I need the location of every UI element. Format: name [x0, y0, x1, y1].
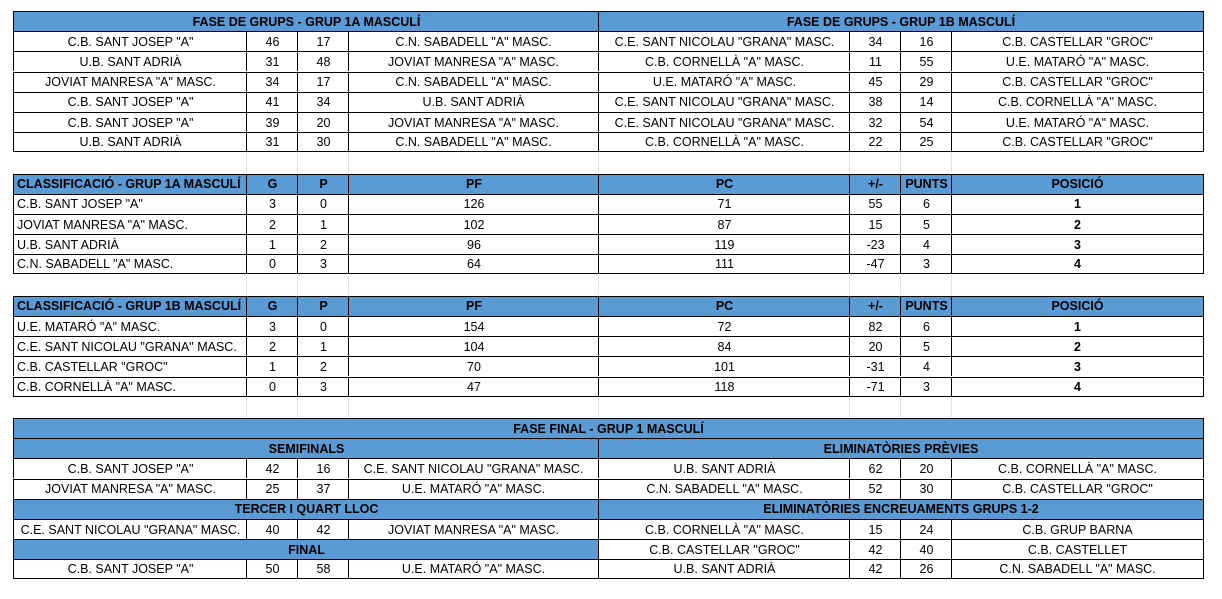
away-team: C.B. CASTELLAR "GROC" — [951, 479, 1204, 499]
league-points: 4 — [900, 356, 952, 376]
points-against: 87 — [598, 214, 850, 234]
col-pc-header: PC — [598, 174, 850, 194]
col-pc-header: PC — [598, 296, 850, 316]
team-name: C.N. SABADELL "A" MASC. — [13, 254, 247, 274]
standings-1a-title: CLASSIFICACIÓ - GRUP 1A MASCULÍ — [13, 174, 247, 194]
away-team: C.B. CASTELLAR "GROC" — [951, 31, 1204, 51]
final-subheader-row — [13, 539, 1203, 559]
grid-line — [246, 152, 247, 172]
grid-line — [348, 397, 349, 417]
away-score: 55 — [900, 51, 952, 71]
points-against: 111 — [598, 254, 850, 274]
home-score: 34 — [849, 31, 901, 51]
home-team: C.E. SANT NICOLAU "GRANA" MASC. — [598, 92, 850, 112]
position: 2 — [951, 336, 1204, 356]
home-team: C.B. SANT JOSEP "A" — [13, 559, 247, 579]
home-score: 52 — [849, 479, 901, 499]
col-position-header: POSICIÓ — [951, 174, 1204, 194]
final-subheader-row — [13, 438, 1203, 458]
semifinals-title: SEMIFINALS — [13, 438, 599, 458]
position: 3 — [951, 234, 1204, 254]
final-stage-header-row — [13, 418, 1203, 438]
league-points: 5 — [900, 214, 952, 234]
final-match-row — [13, 519, 1203, 539]
away-team: U.E. MATARÓ "A" MASC. — [348, 479, 599, 499]
group-stage-header-row — [13, 11, 1203, 31]
standings-row — [13, 194, 1203, 214]
wins: 2 — [246, 336, 298, 356]
league-points: 4 — [900, 234, 952, 254]
league-points: 6 — [900, 316, 952, 336]
home-score: 45 — [849, 72, 901, 92]
point-difference: -71 — [849, 377, 901, 397]
col-p-header: P — [297, 296, 349, 316]
home-team: C.E. SANT NICOLAU "GRANA" MASC. — [598, 31, 850, 51]
points-for: 104 — [348, 336, 599, 356]
home-score: 25 — [246, 479, 298, 499]
away-score: 37 — [297, 479, 349, 499]
match-row — [13, 92, 1203, 112]
match-row — [13, 51, 1203, 71]
col-points-header: PUNTS — [900, 296, 952, 316]
wins: 0 — [246, 254, 298, 274]
home-score: 11 — [849, 51, 901, 71]
grid-line — [951, 275, 952, 295]
home-score: 22 — [849, 132, 901, 152]
home-score: 39 — [246, 112, 298, 132]
home-team: U.B. SANT ADRIÀ — [598, 559, 850, 579]
team-name: JOVIAT MANRESA "A" MASC. — [13, 214, 247, 234]
wins: 3 — [246, 194, 298, 214]
grid-line — [297, 275, 298, 295]
home-score: 42 — [849, 559, 901, 579]
grid-line — [348, 152, 349, 172]
away-score: 29 — [900, 72, 952, 92]
away-score: 16 — [900, 31, 952, 51]
wins: 0 — [246, 377, 298, 397]
losses: 3 — [297, 377, 349, 397]
home-team: U.E. MATARÓ "A" MASC. — [598, 72, 850, 92]
away-team: C.B. CASTELLET — [951, 539, 1204, 559]
away-team: U.E. MATARÓ "A" MASC. — [348, 559, 599, 579]
away-team: C.B. CASTELLAR "GROC" — [951, 132, 1204, 152]
away-team: U.E. MATARÓ "A" MASC. — [951, 112, 1204, 132]
standings-row — [13, 316, 1203, 336]
col-p-header: P — [297, 174, 349, 194]
final-stage-title: FASE FINAL - GRUP 1 MASCULÍ — [13, 418, 1204, 438]
losses: 0 — [297, 194, 349, 214]
match-row — [13, 31, 1203, 51]
wins: 1 — [246, 356, 298, 376]
home-score: 31 — [246, 132, 298, 152]
position: 4 — [951, 377, 1204, 397]
home-team: C.B. CORNELLÀ "A" MASC. — [598, 519, 850, 539]
standings-row — [13, 336, 1203, 356]
grid-line — [900, 152, 901, 172]
col-points-header: PUNTS — [900, 174, 952, 194]
away-team: C.B. GRUP BARNA — [951, 519, 1204, 539]
third-place-title: TERCER I QUART LLOC — [13, 499, 599, 519]
league-points: 5 — [900, 336, 952, 356]
point-difference: 82 — [849, 316, 901, 336]
col-g-header: G — [246, 296, 298, 316]
league-points: 3 — [900, 254, 952, 274]
grid-line — [951, 152, 952, 172]
away-score: 17 — [297, 31, 349, 51]
final-subheader-row — [13, 499, 1203, 519]
points-against: 72 — [598, 316, 850, 336]
team-name: C.E. SANT NICOLAU "GRANA" MASC. — [13, 336, 247, 356]
wins: 1 — [246, 234, 298, 254]
grid-line — [849, 397, 850, 417]
home-score: 42 — [849, 539, 901, 559]
home-team: C.B. CORNELLÀ "A" MASC. — [598, 132, 850, 152]
away-score: 30 — [297, 132, 349, 152]
preliminary-title: ELIMINATÒRIES PRÈVIES — [598, 438, 1204, 458]
home-score: 42 — [246, 458, 298, 478]
away-score: 14 — [900, 92, 952, 112]
away-score: 42 — [297, 519, 349, 539]
position: 2 — [951, 214, 1204, 234]
team-name: U.B. SANT ADRIÀ — [13, 234, 247, 254]
home-team: JOVIAT MANRESA "A" MASC. — [13, 479, 247, 499]
team-name: U.E. MATARÓ "A" MASC. — [13, 316, 247, 336]
grid-line — [297, 397, 298, 417]
away-team: JOVIAT MANRESA "A" MASC. — [348, 112, 599, 132]
group-1b-title: FASE DE GRUPS - GRUP 1B MASCULÍ — [598, 11, 1204, 31]
home-team: C.B. CORNELLÀ "A" MASC. — [598, 51, 850, 71]
away-score: 25 — [900, 132, 952, 152]
away-score: 34 — [297, 92, 349, 112]
grid-line — [297, 152, 298, 172]
col-diff-header: +/- — [849, 296, 901, 316]
grid-line — [598, 397, 599, 417]
home-team: C.B. SANT JOSEP "A" — [13, 458, 247, 478]
away-team: JOVIAT MANRESA "A" MASC. — [348, 51, 599, 71]
match-row — [13, 112, 1203, 132]
league-points: 6 — [900, 194, 952, 214]
away-score: 20 — [297, 112, 349, 132]
home-score: 38 — [849, 92, 901, 112]
points-for: 64 — [348, 254, 599, 274]
wins: 2 — [246, 214, 298, 234]
point-difference: 55 — [849, 194, 901, 214]
away-score: 26 — [900, 559, 952, 579]
home-team: C.B. SANT JOSEP "A" — [13, 31, 247, 51]
home-team: JOVIAT MANRESA "A" MASC. — [13, 72, 247, 92]
team-name: C.B. CASTELLAR "GROC" — [13, 356, 247, 376]
losses: 1 — [297, 336, 349, 356]
losses: 1 — [297, 214, 349, 234]
position: 4 — [951, 254, 1204, 274]
away-team: C.B. CORNELLÀ "A" MASC. — [951, 458, 1204, 478]
spacer-row — [13, 397, 1203, 417]
away-team: C.N. SABADELL "A" MASC. — [348, 72, 599, 92]
match-row — [13, 132, 1203, 152]
home-score: 50 — [246, 559, 298, 579]
away-team: JOVIAT MANRESA "A" MASC. — [348, 519, 599, 539]
points-for: 126 — [348, 194, 599, 214]
away-score: 58 — [297, 559, 349, 579]
home-score: 40 — [246, 519, 298, 539]
col-diff-header: +/- — [849, 174, 901, 194]
grid-line — [246, 397, 247, 417]
away-team: U.B. SANT ADRIÀ — [348, 92, 599, 112]
home-score: 46 — [246, 31, 298, 51]
away-team: C.N. SABADELL "A" MASC. — [951, 559, 1204, 579]
points-against: 101 — [598, 356, 850, 376]
results-sheet — [13, 11, 1203, 591]
away-score: 30 — [900, 479, 952, 499]
home-team: U.B. SANT ADRIÀ — [598, 458, 850, 478]
away-score: 20 — [900, 458, 952, 478]
points-against: 84 — [598, 336, 850, 356]
points-for: 102 — [348, 214, 599, 234]
losses: 3 — [297, 254, 349, 274]
away-team: U.E. MATARÓ "A" MASC. — [951, 51, 1204, 71]
points-for: 47 — [348, 377, 599, 397]
grid-line — [598, 152, 599, 172]
home-score: 31 — [246, 51, 298, 71]
away-team: C.B. CASTELLAR "GROC" — [951, 72, 1204, 92]
home-team: C.E. SANT NICOLAU "GRANA" MASC. — [13, 519, 247, 539]
home-score: 62 — [849, 458, 901, 478]
home-team: C.N. SABADELL "A" MASC. — [598, 479, 850, 499]
away-score: 54 — [900, 112, 952, 132]
away-score: 16 — [297, 458, 349, 478]
grid-line — [348, 275, 349, 295]
standings-row — [13, 214, 1203, 234]
grid-line — [849, 152, 850, 172]
final-match-row — [13, 559, 1203, 579]
point-difference: -31 — [849, 356, 901, 376]
standings-row — [13, 356, 1203, 376]
grid-line — [951, 397, 952, 417]
team-name: C.B. SANT JOSEP "A" — [13, 194, 247, 214]
position: 3 — [951, 356, 1204, 376]
cross-title: ELIMINATÒRIES ENCREUAMENTS GRUPS 1-2 — [598, 499, 1204, 519]
position: 1 — [951, 316, 1204, 336]
wins: 3 — [246, 316, 298, 336]
col-position-header: POSICIÓ — [951, 296, 1204, 316]
position: 1 — [951, 194, 1204, 214]
points-against: 119 — [598, 234, 850, 254]
spacer-row — [13, 275, 1203, 295]
home-team: U.B. SANT ADRIÀ — [13, 51, 247, 71]
grid-line — [849, 275, 850, 295]
league-points: 3 — [900, 377, 952, 397]
home-team: U.B. SANT ADRIÀ — [13, 132, 247, 152]
home-score: 15 — [849, 519, 901, 539]
match-row — [13, 72, 1203, 92]
losses: 2 — [297, 234, 349, 254]
col-g-header: G — [246, 174, 298, 194]
spacer-row — [13, 152, 1203, 172]
standings-1b-header-row — [13, 296, 1203, 316]
losses: 2 — [297, 356, 349, 376]
home-score: 34 — [246, 72, 298, 92]
standings-row — [13, 234, 1203, 254]
points-for: 70 — [348, 356, 599, 376]
final-match-row — [13, 458, 1203, 478]
points-against: 118 — [598, 377, 850, 397]
home-team: C.B. SANT JOSEP "A" — [13, 112, 247, 132]
point-difference: 15 — [849, 214, 901, 234]
home-team: C.E. SANT NICOLAU "GRANA" MASC. — [598, 112, 850, 132]
standings-1b-title: CLASSIFICACIÓ - GRUP 1B MASCULÍ — [13, 296, 247, 316]
away-score: 24 — [900, 519, 952, 539]
standings-row — [13, 377, 1203, 397]
away-team: C.N. SABADELL "A" MASC. — [348, 31, 599, 51]
group-1a-title: FASE DE GRUPS - GRUP 1A MASCULÍ — [13, 11, 599, 31]
team-name: C.B. CORNELLÀ "A" MASC. — [13, 377, 247, 397]
col-pf-header: PF — [348, 296, 599, 316]
standings-1a-header-row — [13, 174, 1203, 194]
final-match-row — [13, 479, 1203, 499]
away-team: C.B. CORNELLÀ "A" MASC. — [951, 92, 1204, 112]
grid-line — [900, 397, 901, 417]
away-score: 48 — [297, 51, 349, 71]
away-score: 40 — [900, 539, 952, 559]
home-team: C.B. SANT JOSEP "A" — [13, 92, 247, 112]
points-for: 154 — [348, 316, 599, 336]
point-difference: -23 — [849, 234, 901, 254]
standings-row — [13, 254, 1203, 274]
points-against: 71 — [598, 194, 850, 214]
grid-line — [246, 275, 247, 295]
home-score: 41 — [246, 92, 298, 112]
away-team: C.N. SABADELL "A" MASC. — [348, 132, 599, 152]
final-title: FINAL — [13, 539, 599, 559]
home-score: 32 — [849, 112, 901, 132]
losses: 0 — [297, 316, 349, 336]
away-team: C.E. SANT NICOLAU "GRANA" MASC. — [348, 458, 599, 478]
point-difference: -47 — [849, 254, 901, 274]
away-score: 17 — [297, 72, 349, 92]
col-pf-header: PF — [348, 174, 599, 194]
point-difference: 20 — [849, 336, 901, 356]
grid-line — [900, 275, 901, 295]
home-team: C.B. CASTELLAR "GROC" — [598, 539, 850, 559]
points-for: 96 — [348, 234, 599, 254]
grid-line — [598, 275, 599, 295]
